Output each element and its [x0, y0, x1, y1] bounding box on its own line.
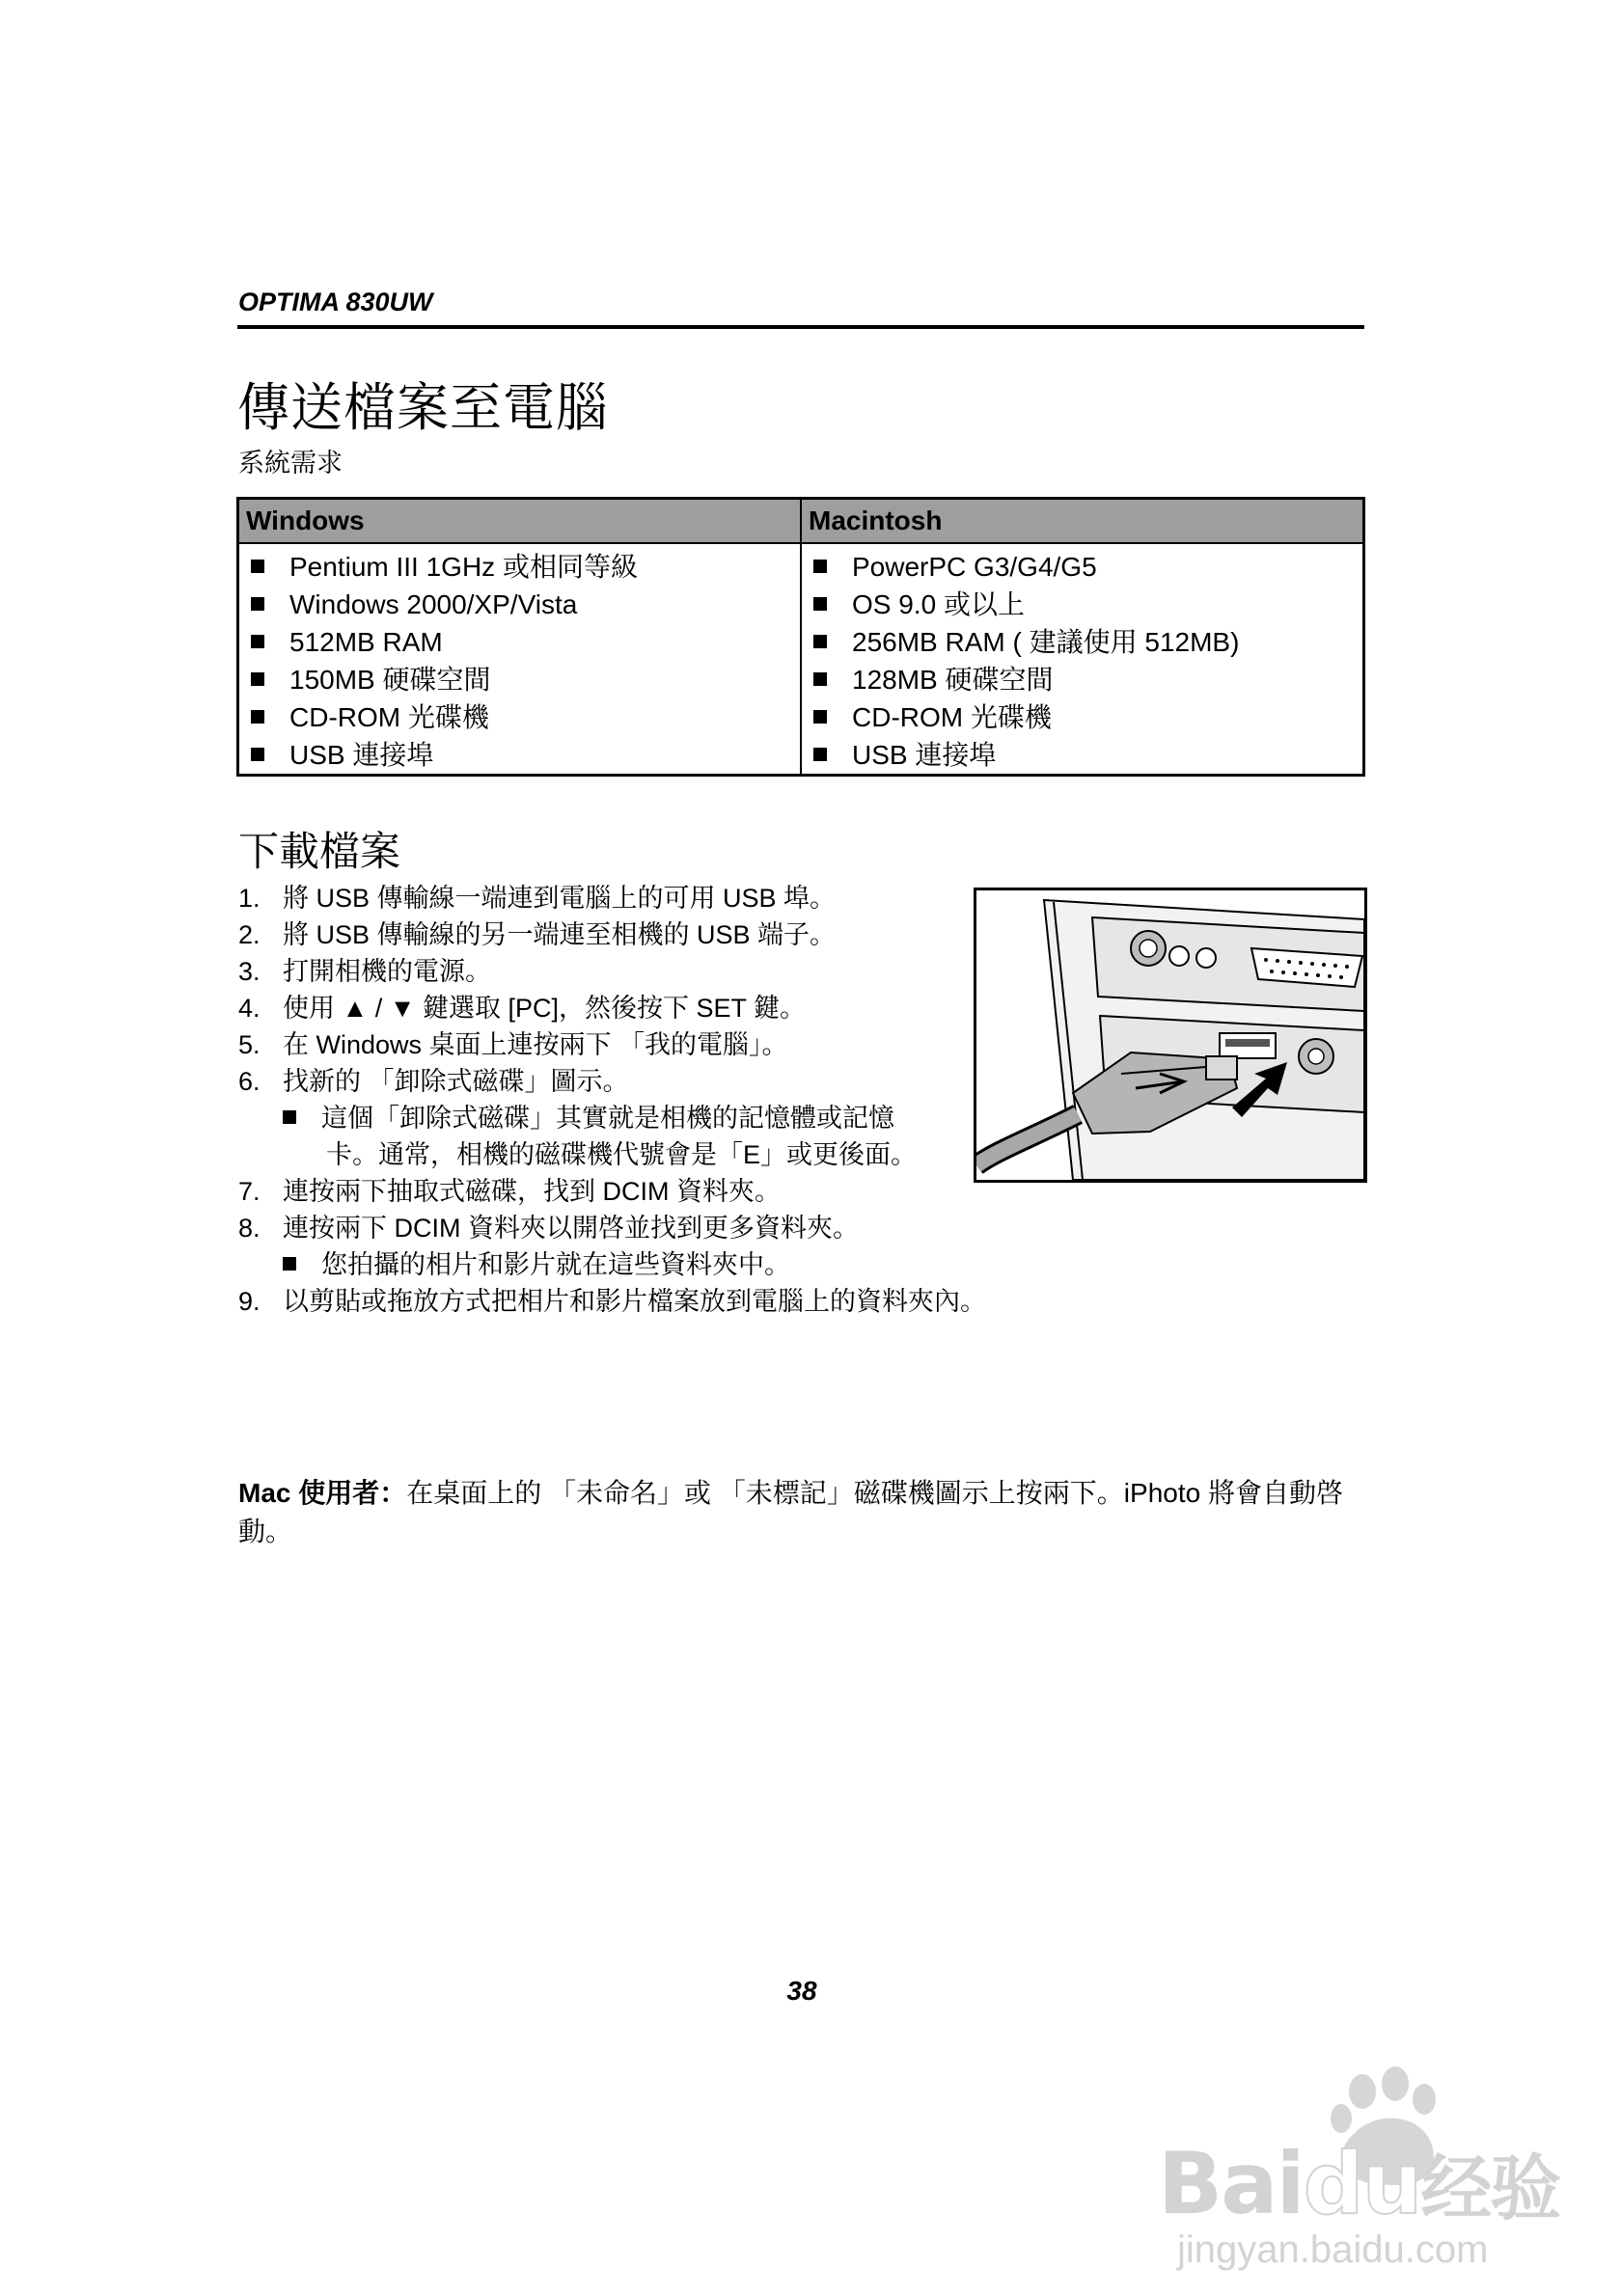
list-item: PowerPC G3/G4/G5 [810, 548, 1355, 586]
mac-note-text: 在桌面上的 「未命名」或 「未標記」磁碟機圖示上按兩下。iPhoto 將會自動啓動。 [238, 1478, 1343, 1546]
mac-requirements-cell [801, 543, 1364, 776]
section-subtitle: 系統需求 [238, 449, 343, 478]
step-note-continuation: 卡。通常，相機的磁碟機代號會是「E」或更後面。 [326, 1140, 918, 1169]
step-item: 2. 將 USB 傳輸線的另一端連至相機的 USB 端子。 [238, 920, 837, 949]
step-item: 6. 找新的 「卸除式磁碟」圖示。 [238, 1067, 629, 1096]
list-item: 150MB 硬碟空間 [247, 661, 792, 698]
square-bullet-icon [251, 560, 264, 573]
square-bullet-icon [251, 748, 264, 761]
list-item: 128MB 硬碟空間 [810, 661, 1355, 698]
step-item: 9. 以剪貼或拖放方式把相片和影片檔案放到電腦上的資料夾內。 [238, 1287, 986, 1316]
list-item: Pentium III 1GHz 或相同等級 [247, 548, 792, 586]
square-bullet-icon [813, 597, 827, 611]
square-bullet-icon [283, 1110, 296, 1124]
step-item: 8. 連按兩下 DCIM 資料夾以開啓並找到更多資料夾。 [238, 1214, 859, 1243]
square-bullet-icon [251, 597, 264, 611]
windows-column-header: Windows [238, 499, 802, 544]
list-item: Windows 2000/XP/Vista [247, 586, 792, 623]
list-item: USB 連接埠 [247, 736, 792, 774]
usb-connection-illustration [974, 888, 1367, 1183]
list-item: CD-ROM 光碟機 [810, 698, 1355, 736]
mac-note-label: Mac 使用者： [238, 1478, 407, 1508]
windows-requirements-cell [238, 543, 802, 776]
list-item: OS 9.0 或以上 [810, 586, 1355, 623]
square-bullet-icon [813, 560, 827, 573]
mac-column-header: Macintosh [801, 499, 1364, 544]
square-bullet-icon [251, 635, 264, 648]
header-rule [237, 325, 1364, 329]
watermark-url: jingyan.baidu.com [1177, 2228, 1489, 2271]
square-bullet-icon [813, 672, 827, 686]
system-requirements-table [236, 497, 1365, 777]
list-item: CD-ROM 光碟機 [247, 698, 792, 736]
square-bullet-icon [813, 748, 827, 761]
step-item: 3. 打開相機的電源。 [238, 957, 491, 986]
step-item: 5. 在 Windows 桌面上連按兩下 「我的電腦」。 [238, 1030, 788, 1059]
square-bullet-icon [813, 635, 827, 648]
step-item: 4. 使用 ▲ / ▼ 鍵選取 [PC]，然後按下 SET 鍵。 [238, 994, 806, 1023]
list-item: USB 連接埠 [810, 736, 1355, 774]
usb-port-illustration-icon [976, 890, 1364, 1180]
baidu-jingyan-watermark [1148, 2055, 1582, 2277]
download-steps-list [238, 880, 986, 1320]
square-bullet-icon [251, 672, 264, 686]
watermark-brand: Baidu经验 [1158, 2134, 1560, 2233]
square-bullet-icon [251, 710, 264, 724]
step-item: 1. 將 USB 傳輸線一端連到電腦上的可用 USB 埠。 [238, 884, 837, 913]
page-number: 38 [786, 1976, 817, 2006]
square-bullet-icon [813, 710, 827, 724]
square-bullet-icon [283, 1257, 296, 1271]
document-header: OPTIMA 830UW [238, 287, 433, 316]
step-note: 您拍攝的相片和影片就在這些資料夾中。 [238, 1246, 986, 1283]
page-title: 傳送檔案至電腦 [237, 379, 609, 437]
step-note: 這個「卸除式磁碟」其實就是相機的記憶體或記憶 [238, 1100, 986, 1136]
list-item: 256MB RAM ( 建議使用 512MB) [810, 623, 1355, 661]
mac-note-paragraph [238, 1474, 1367, 1551]
list-item: 512MB RAM [247, 623, 792, 661]
download-heading: 下載檔案 [238, 829, 401, 874]
step-item: 7. 連按兩下抽取式磁碟，找到 DCIM 資料夾。 [238, 1177, 781, 1206]
